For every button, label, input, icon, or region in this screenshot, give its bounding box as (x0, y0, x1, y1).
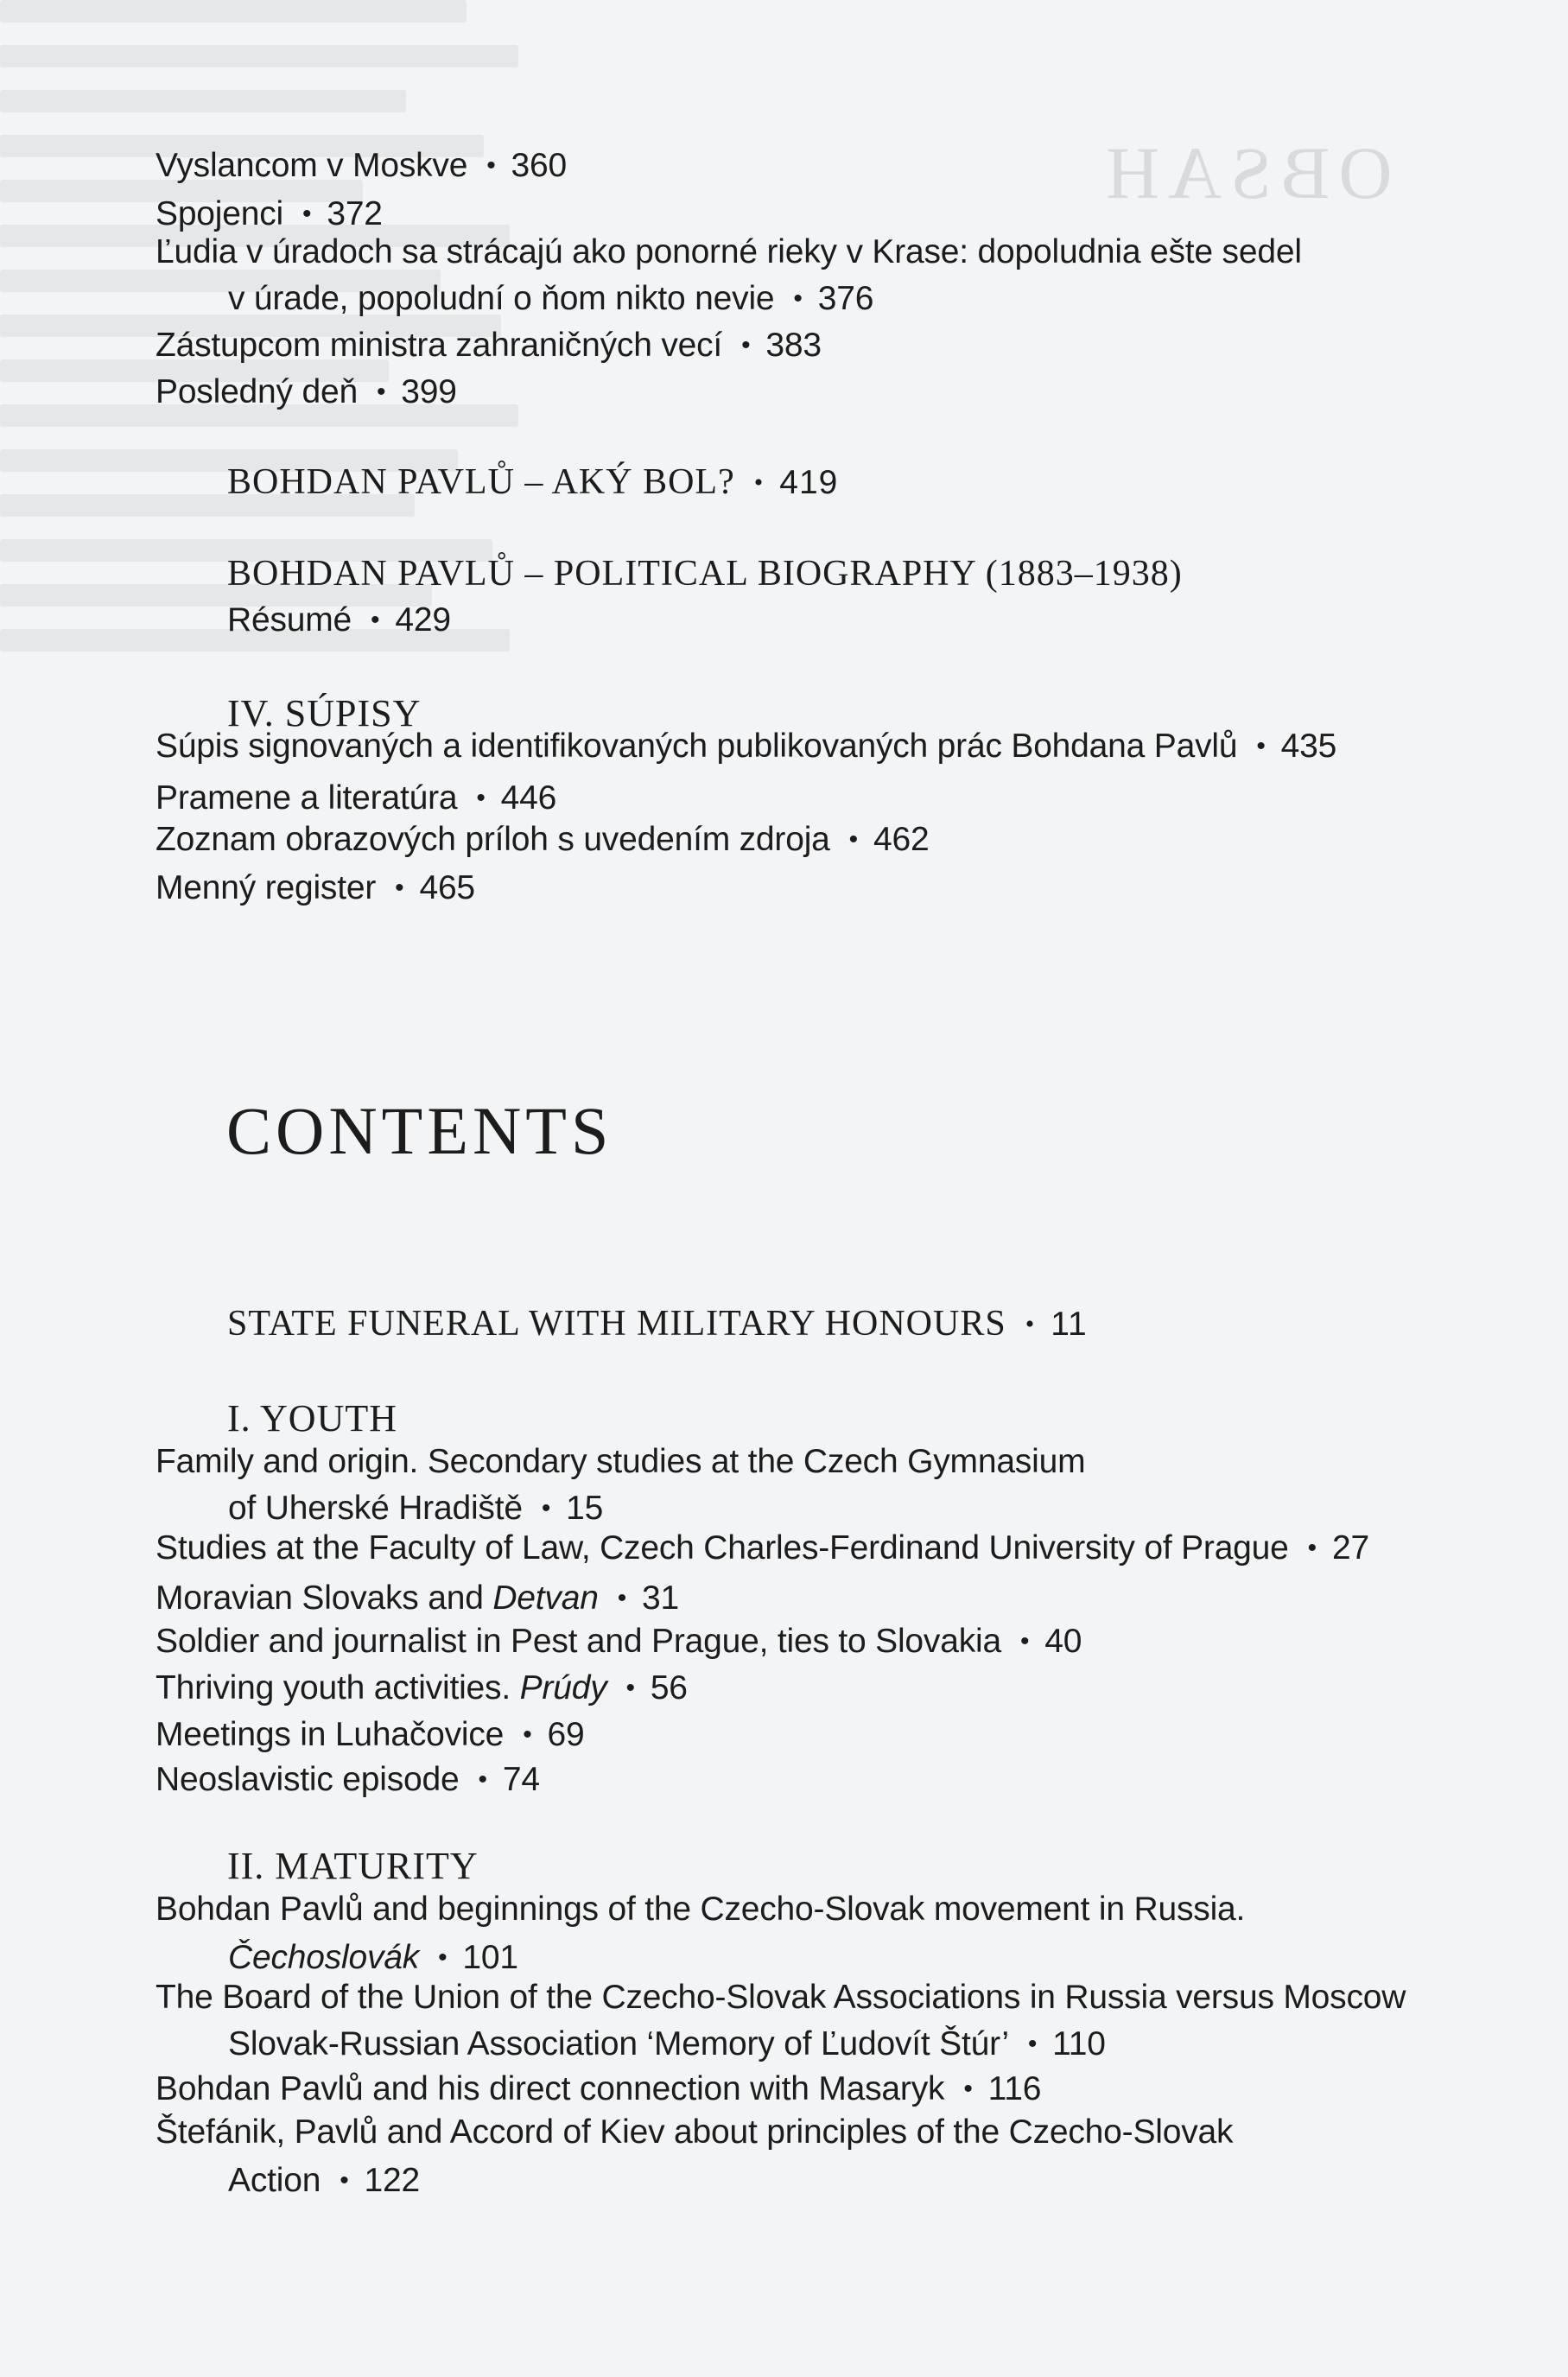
entry-title: Posledný deň (156, 373, 358, 410)
entry-title: Štefánik, Pavlů and Accord of Kiev about principles of the Czecho-Slovak (156, 2113, 1234, 2151)
toc-entry (156, 2113, 1233, 2151)
entry-title: Pramene a literatúra (156, 779, 458, 817)
bullet: • (1256, 732, 1266, 760)
bullet: • (963, 2075, 973, 2103)
page-number: 462 (873, 821, 930, 858)
toc-entry (156, 821, 929, 859)
entry-title: Thriving youth activities. (156, 1669, 520, 1706)
entry-title-italic: Čechoslovák (228, 1939, 420, 1976)
entry-title-italic: Detvan (492, 1579, 599, 1617)
toc-entry-continuation (228, 1939, 518, 1977)
page-number: 465 (419, 869, 475, 906)
bullet: • (438, 1943, 448, 1972)
entry-title: Spojenci (156, 195, 284, 232)
toc-entry (156, 1716, 584, 1754)
entry-title: Studies at the Faculty of Law, Czech Charles-Ferdinand University of Prague (156, 1529, 1289, 1567)
page-number: 435 (1280, 728, 1337, 765)
contents-title: CONTENTS (226, 1093, 613, 1168)
toc-entry (156, 1761, 540, 1799)
page-number: 399 (401, 373, 457, 410)
bullet: • (476, 784, 486, 812)
entry-title: Family and origin. Secondary studies at the Czech Gymnasium (156, 1443, 1086, 1480)
page-number: 69 (547, 1716, 585, 1753)
page-number: 40 (1044, 1623, 1082, 1660)
page-number: 101 (462, 1939, 518, 1976)
entry-title: Súpis signovaných a identifikovaných publikovaných prác Bohdana Pavlů (156, 728, 1238, 765)
page-number: 15 (566, 1490, 604, 1527)
bullet: • (340, 2166, 349, 2195)
toc-entry (156, 1579, 679, 1618)
chapter-heading (227, 1303, 1088, 1345)
bullet: • (541, 1494, 551, 1522)
toc-entry (156, 327, 822, 365)
toc-entry (156, 869, 475, 907)
bullet: • (617, 1584, 627, 1612)
entry-title: Zástupcom ministra zahraničných vecí (156, 327, 723, 364)
section-heading: I. YOUTH (227, 1397, 397, 1440)
page-number: 372 (327, 195, 383, 232)
bullet: • (1027, 2030, 1038, 2058)
page-number: 376 (817, 280, 874, 317)
toc-entry (156, 1529, 1369, 1567)
entry-title: The Board of the Union of the Czecho-Slovak Associations in Russia versus Moscow (156, 1979, 1406, 2016)
bullet: • (793, 284, 803, 313)
show-through-text: OBSAH (1097, 131, 1393, 214)
entry-title: Action (228, 2162, 321, 2199)
page-number: 11 (1051, 1306, 1088, 1343)
entry-title: Bohdan Pavlů and his direct connection with Masaryk (156, 2070, 945, 2107)
entry-title: Résumé (227, 601, 352, 639)
page-number: 110 (1052, 2025, 1106, 2062)
entry-title: Neoslavistic episode (156, 1761, 460, 1798)
entry-title: Soldier and journalist in Pest and Prague, ties to Slovakia (156, 1623, 1001, 1660)
toc-entry-continuation (228, 2162, 420, 2200)
bullet: • (523, 1720, 532, 1749)
toc-entry (156, 233, 1302, 271)
toc-entry (156, 195, 383, 233)
toc-entry (156, 1443, 1085, 1481)
section-heading: IV. SÚPISY (227, 692, 422, 734)
bullet: • (1307, 1534, 1317, 1562)
bullet: • (848, 825, 858, 854)
heading-title: BOHDAN PAVLŮ – AKÝ BOL? (227, 462, 735, 502)
entry-title: Ľudia v úradoch sa strácajú ako ponorné rieky v Krase: dopoludnia ešte sedel (156, 233, 1302, 270)
bullet: • (753, 468, 765, 497)
toc-entry (156, 1891, 1245, 1929)
page-number: 429 (395, 601, 451, 639)
page-number: 74 (502, 1761, 540, 1798)
bullet: • (478, 1765, 487, 1794)
toc-entry (156, 728, 1336, 766)
bullet: • (486, 151, 496, 180)
toc-entry (156, 373, 457, 411)
page-number: 122 (364, 2162, 420, 2199)
bullet: • (302, 200, 312, 228)
toc-entry (156, 1979, 1406, 2017)
page-number: 27 (1331, 1529, 1369, 1567)
toc-entry-continuation (228, 1490, 603, 1528)
heading-title: BOHDAN PAVLŮ – POLITICAL BIOGRAPHY (1883–1938) (227, 554, 1183, 594)
bullet: • (741, 331, 751, 359)
heading-title: STATE FUNERAL WITH MILITARY HONOURS (227, 1304, 1006, 1344)
page-number: 446 (500, 779, 557, 817)
entry-title: Vyslancom v Moskve (156, 147, 468, 184)
toc-entry (156, 147, 567, 185)
toc-entry (156, 779, 556, 817)
bullet: • (1019, 1627, 1030, 1656)
entry-title-italic: Prúdy (519, 1669, 607, 1706)
page-number: 419 (779, 464, 839, 501)
toc-entry (156, 1623, 1082, 1661)
page-number: 56 (650, 1669, 688, 1706)
bullet: • (371, 606, 380, 634)
section-heading: II. MATURITY (227, 1845, 479, 1887)
entry-title: Menný register (156, 869, 377, 906)
page-number: 31 (642, 1579, 680, 1617)
entry-title: Slovak-Russian Association ‘Memory of Ľudovít Štúr’ (228, 2025, 1009, 2062)
entry-title: v úrade, popoludní o ňom nikto nevie (228, 280, 775, 317)
chapter-heading (227, 553, 1183, 594)
toc-entry-continuation (228, 280, 873, 318)
entry-title: Moravian Slovaks and (156, 1579, 493, 1617)
bullet: • (395, 874, 404, 902)
entry-title: Meetings in Luhačovice (156, 1716, 505, 1753)
toc-entry (227, 601, 451, 639)
toc-entry-continuation (228, 2025, 1106, 2063)
entry-title: Zoznam obrazových príloh s uvedením zdroja (156, 821, 830, 858)
chapter-heading (227, 461, 838, 504)
bullet: • (625, 1674, 635, 1702)
bullet: • (376, 378, 386, 406)
bullet: • (1025, 1310, 1036, 1338)
entry-title: of Uherské Hradiště (228, 1490, 523, 1527)
toc-entry (156, 2070, 1041, 2108)
entry-title: Bohdan Pavlů and beginnings of the Czecho-Slovak movement in Russia. (156, 1891, 1246, 1928)
page-number: 360 (511, 147, 568, 184)
page-number: 383 (765, 327, 822, 364)
page-number: 116 (987, 2070, 1042, 2107)
toc-entry (156, 1669, 688, 1707)
